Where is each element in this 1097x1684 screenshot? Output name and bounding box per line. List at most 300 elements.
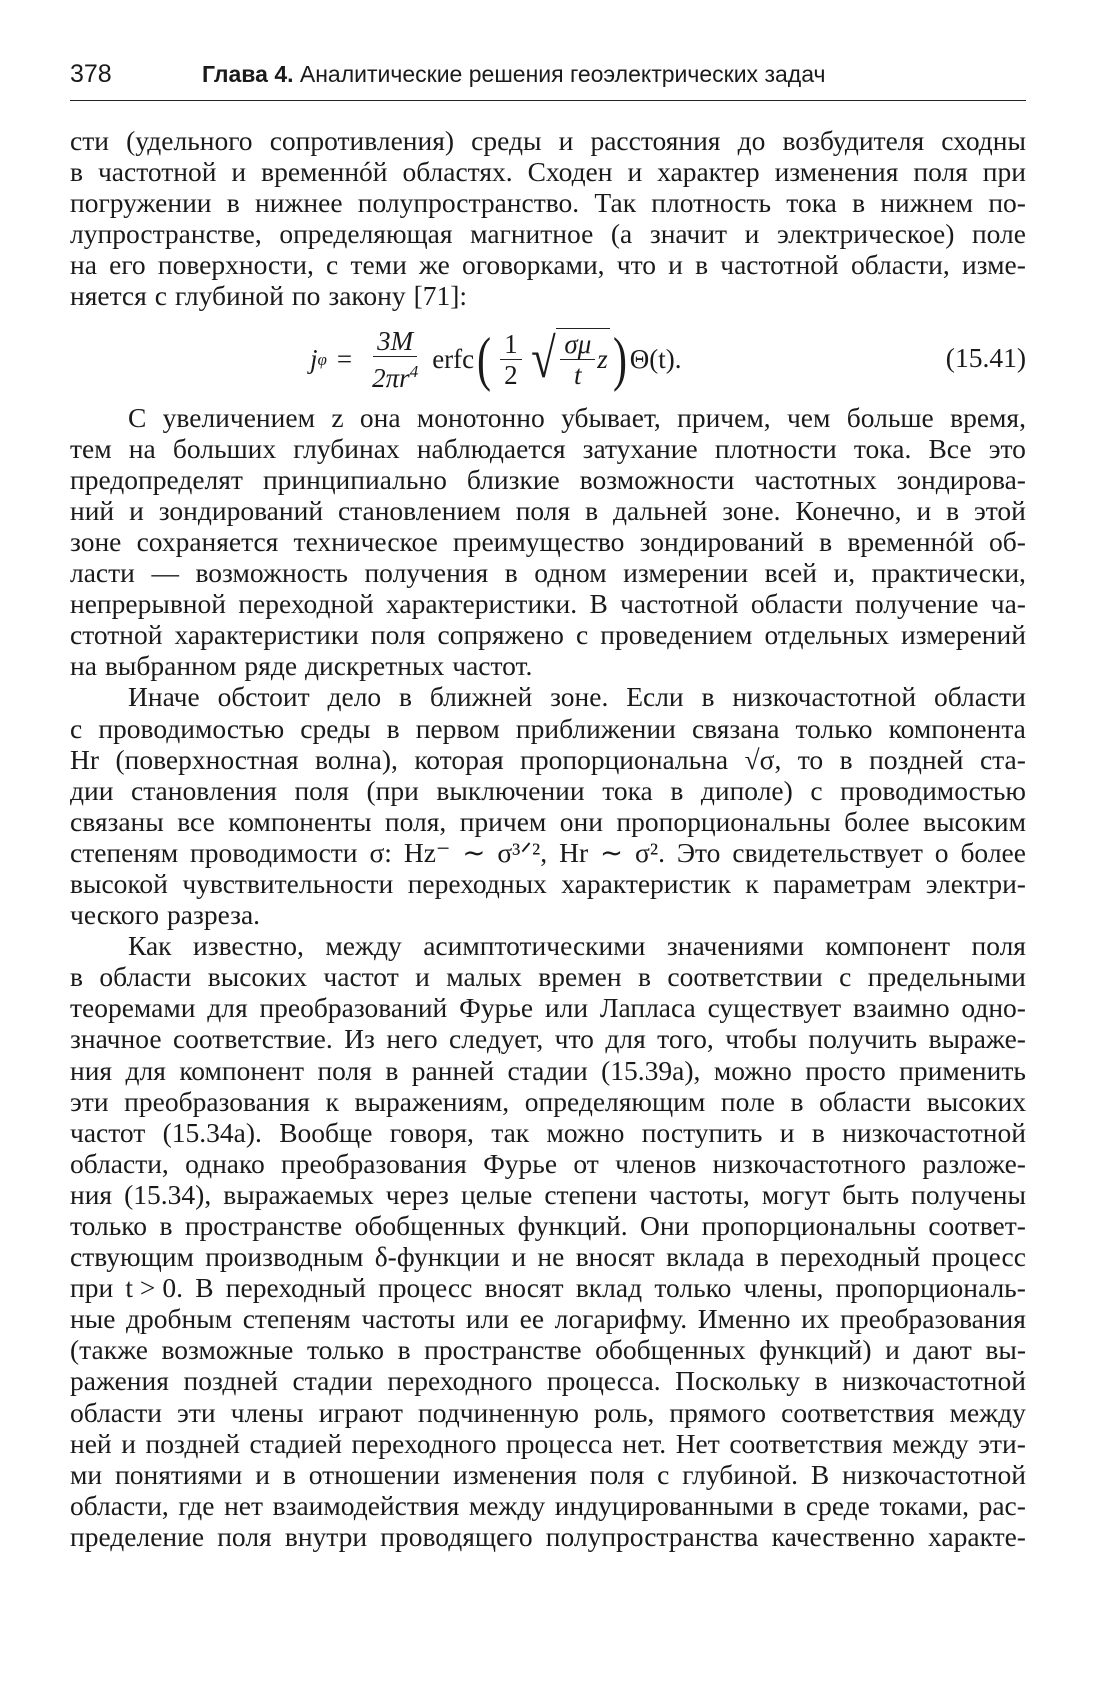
word: В [195,1272,214,1304]
word: то [797,743,824,775]
text-line [70,930,1026,961]
word: области [70,1396,162,1428]
text-line [70,280,1026,311]
text-line [70,1334,1026,1365]
word: сопряжено [437,619,564,651]
word: с [657,1458,670,1490]
text-line [70,464,1026,495]
word: в [386,712,400,744]
text-line [70,899,1026,930]
word: соответствии [667,961,823,993]
word: внутри [284,1520,368,1552]
word: поля [913,156,968,188]
word: σ: [369,836,392,868]
word: поздней [869,743,964,775]
word: и [779,1116,795,1148]
word: областях. [402,156,513,188]
word: тока [786,187,837,219]
word: характеристики [174,619,359,651]
word: (а [610,218,633,250]
word: обобщенных [595,1334,746,1366]
word: поля [971,930,1026,962]
word: и [255,1458,270,1490]
word: (15.39а), [601,1054,701,1086]
word: получения [364,557,489,589]
text-line [70,402,1026,433]
word: разреза. [167,899,261,931]
word: и [885,1334,900,1366]
word: компонент [179,1054,305,1086]
word: выраже- [928,1023,1026,1055]
chapter-label: Глава 4. [202,61,294,87]
word: поля [217,1520,272,1552]
word: для [125,1054,166,1086]
word: отношении [308,1458,441,1490]
word: все [177,805,215,837]
chapter-title: Аналитические решения геоэлектрических задач [299,61,826,87]
word: дальней [612,494,708,526]
word: характе- [928,1520,1026,1552]
word: в [819,525,833,557]
word: асимптотическими [423,930,646,962]
word: в [814,1365,828,1397]
word: члены [230,1396,304,1428]
word: области, [70,1489,169,1521]
word: значное [70,1023,162,1055]
word: ней [70,1427,112,1459]
word: Это [676,836,721,868]
text-line [70,1055,1026,1086]
paragraph-2 [70,402,1026,682]
word: ми [70,1458,103,1490]
word: предельными [867,961,1026,993]
formula-close-paren: ) [612,326,627,393]
word: нижнем [880,187,974,219]
text-line [70,125,1026,156]
word: поздней [145,1427,240,1459]
word: поля [589,1458,645,1490]
word: и [916,494,932,526]
text-line [70,744,1026,775]
word: выбранном [104,650,237,682]
word: возможности [579,463,735,495]
formula-half-num: 1 [500,329,522,360]
word: говоря, [389,1116,474,1148]
word: эти [70,1085,109,1117]
word: они [559,805,603,837]
book-page [70,60,1026,1552]
word: зондирований [158,494,324,526]
formula-half-den: 2 [504,359,518,390]
text-line [70,588,1026,619]
text-line [70,1241,1026,1272]
word: погружении [70,187,212,219]
word: электри- [925,867,1026,899]
word: эти- [978,1427,1026,1459]
word: закону [328,280,406,312]
word: преобразования [281,1147,467,1179]
word: только [306,1334,384,1366]
word: δ-функции [374,1241,500,1273]
word: определяющим [524,1085,706,1117]
word: области, [850,249,950,281]
word: σ². [635,836,665,868]
word: больше [846,401,934,433]
word: быть [842,1178,900,1210]
formula-erfc: erfc [432,343,475,374]
formula-open-paren: ( [477,326,492,393]
word: известно, [193,930,304,962]
word: одно- [961,992,1026,1024]
word: ∼ [600,836,624,868]
paragraph-4 [70,930,1026,1552]
word: с [575,619,589,651]
word: зоне. [550,681,609,713]
word: понятиями [115,1458,243,1490]
formula-sqrt [528,328,610,390]
text-line [70,619,1026,650]
text-line [70,1086,1026,1117]
word: ста- [979,743,1026,775]
formula-expression [310,326,681,393]
word: чем [786,401,831,433]
text-line [70,156,1026,187]
word: диполе) [700,774,793,806]
word: Вообще [279,1116,373,1148]
word: процесс [931,1241,1026,1273]
text-line [70,218,1026,249]
word: теми [350,249,407,281]
word: Hz⁻ [403,836,451,868]
word: она [359,401,401,433]
word: в [159,1210,173,1241]
text-line [70,557,1026,588]
word: Конечно, [795,494,902,526]
word: выключении [436,774,585,806]
word: Hr [559,836,589,868]
word: возможные [161,1334,294,1366]
text-line [70,526,1026,557]
word: ранней [411,1054,495,1086]
word: пространстве [424,1334,582,1366]
word: первом [415,712,500,744]
word: изме- [961,249,1026,281]
formula-theta: Θ(t). [629,343,682,374]
word: затухание [582,432,698,464]
word: на [70,249,97,281]
word: по [291,280,321,312]
text-line [70,1428,1026,1459]
word: Фурье [459,992,534,1024]
word: стадией [249,1427,342,1459]
word: (поверхностная [115,743,299,775]
word: просто [805,1054,886,1086]
word: роль, [594,1396,655,1428]
word: между [949,1396,1026,1428]
word: связаны [70,805,164,837]
word: плотности [714,432,837,464]
word: прямого [669,1396,767,1428]
word: значит [649,218,728,250]
word: Фурье [483,1147,558,1179]
word: нижнее [254,187,343,219]
word: членов [615,1147,697,1179]
word: в [637,961,651,993]
word: процесса. [546,1365,661,1397]
word: до [737,125,766,156]
word: [71]: [413,280,468,312]
word: Нет [675,1427,720,1459]
word: переходный [780,1241,921,1273]
word: связана [691,712,780,744]
word: (также [70,1334,148,1366]
word: практически, [871,557,1026,589]
word: Как [128,930,172,962]
text-line [70,1210,1026,1241]
word: с [326,249,339,281]
word: поступить [641,1116,763,1148]
word: монотонно [416,401,545,433]
word: соответствие. [172,1023,333,1055]
word: среды [471,125,542,156]
word: функций. [517,1210,628,1241]
word: проведением [600,619,753,651]
word: проводящего [380,1520,533,1552]
word: частотной [97,156,217,188]
word: пропорциональна [520,743,729,775]
word: в [695,249,709,281]
word: (удельного [126,125,253,156]
word: в [504,557,518,589]
word: компонент [825,930,950,962]
text-line [70,650,1026,681]
running-title [202,61,825,88]
word: непрерывной [70,588,226,620]
word: поздней [183,1365,278,1397]
word: поля [317,1054,372,1086]
text-line [70,1521,1026,1552]
word: σ³ᐟ², [497,836,548,868]
word: поле [971,218,1026,250]
word: эти [177,1396,216,1428]
word: частот [70,1116,146,1148]
word: в [670,774,684,806]
word: измерений [901,619,1026,651]
word: дробным [126,1303,233,1335]
word: преобразования [840,1303,1026,1335]
word: наблюдается [416,432,566,464]
word: убывает, [561,401,661,433]
word: свидетельствует [732,836,923,868]
word: причем [459,805,547,837]
word: только [70,1210,148,1241]
word: в [701,681,715,713]
word: частотных [754,463,877,495]
word: среды [300,712,371,744]
word: частотной [620,588,739,620]
word: процесса [506,1427,613,1459]
page-body [70,125,1026,1552]
word: (15.34), [124,1178,212,1210]
word: Они [639,1210,690,1241]
word: ний [70,494,115,526]
word: его [109,249,146,281]
word: тем [70,432,112,464]
word: области [933,681,1026,713]
word: характер [657,156,760,188]
word: в [790,1085,804,1117]
word: зондирова- [896,463,1026,495]
formula-lhs-sub: φ [317,349,327,369]
word: С [128,401,147,433]
word: полупространство. [357,187,580,219]
word: для [605,1023,646,1055]
word: оговорками, [462,249,605,281]
word: степеням [70,836,179,868]
word: стадии [292,1365,373,1397]
formula-lhs: j [310,343,318,374]
word: ча- [990,588,1026,620]
word: вносят [484,1272,564,1304]
word: дают [913,1334,972,1366]
word: него [386,1023,438,1055]
word: больших [172,432,277,464]
word: низкочастотной [842,1116,1026,1148]
word: частоты, [649,1178,750,1210]
word: зондирований [639,525,804,557]
word: играют [318,1396,403,1428]
word: по- [988,187,1026,219]
word: расстояния [590,125,721,156]
word: от [573,1147,599,1179]
word: тока. [853,432,912,464]
word: поле [720,1085,775,1117]
word: ее [519,1303,545,1335]
word: изменения [453,1458,577,1490]
word: с [70,712,83,744]
word: это [988,432,1026,464]
word: становлением [337,494,501,526]
word: взаимодействия [272,1489,460,1521]
formula-fraction-den-sup: 4 [409,361,419,381]
word: для [207,992,248,1024]
text-line [70,837,1026,868]
word: одном [534,557,607,589]
word: отдельных [764,619,889,651]
text-line [70,1179,1026,1210]
word: и [129,494,144,526]
word: ческого [70,899,159,931]
word: логарифму. [554,1303,688,1335]
word: — [151,557,179,589]
word: нет. [622,1427,667,1459]
paragraph-1 [70,125,1026,312]
formula-var: z [597,344,608,375]
formula-fraction [368,326,422,393]
word: ствующим [70,1241,194,1273]
word: в [585,494,599,526]
word: В [810,1458,830,1490]
formula-root-num: σμ [560,329,595,360]
word: на [128,432,156,464]
word: становления [131,774,277,806]
word: между [468,1489,546,1521]
word: глубиной [175,280,284,312]
word: Из [344,1023,375,1055]
word: Все [928,432,972,464]
word: и [415,961,430,993]
word: поверхности, [157,249,314,281]
word: низкочастотной [842,1365,1026,1397]
formula-radicand [556,328,609,390]
word: или [465,1303,510,1335]
word: на [70,650,97,682]
word: компоненты [228,805,372,837]
word: переходного [351,1427,497,1459]
word: полупространства [545,1520,759,1552]
word: дело [327,681,382,713]
word: магнитное [470,218,594,250]
word: чтобы [725,1023,797,1055]
word: где [178,1489,215,1521]
word: ные [70,1303,116,1335]
word: преобразований [259,992,448,1024]
word: ния [70,1054,113,1086]
word: в [282,1458,296,1490]
word: в [385,1054,399,1086]
page-number: 378 [70,60,112,88]
word: ряде [244,650,298,682]
text-line [70,1459,1026,1490]
word: переходного [387,1365,533,1397]
word: переходных [407,867,547,899]
word: лупространстве, [70,218,262,250]
word: Сходен [527,156,613,188]
word: t > 0. [125,1272,183,1304]
word: того, [657,1023,714,1055]
word: няется [70,280,147,312]
word: и [668,249,683,281]
word: поля, [384,805,447,837]
word: члены, [743,1272,824,1304]
word: в [839,743,853,775]
word: вклада [666,1241,745,1273]
word: рас- [978,1489,1026,1521]
word: в [755,1241,769,1273]
word: с [154,280,167,312]
word: частот. [452,650,533,682]
word: поля [294,774,349,806]
word: области [750,588,843,620]
word: токами, [879,1489,970,1521]
word: при [70,1272,114,1304]
word: техническое [293,525,438,557]
word: обстоит [217,681,310,713]
word: процесс [378,1272,473,1304]
word: взаимно [852,992,950,1024]
text-line [70,992,1026,1023]
word: проводимости [190,836,358,868]
word: разложе- [922,1147,1026,1179]
word: пропорциональ- [835,1272,1026,1304]
text-line [70,433,1026,464]
formula-fraction-den [368,357,422,393]
word: производным [205,1241,364,1273]
word: области [99,961,192,993]
word: соответ- [928,1210,1026,1241]
word: с [839,961,852,993]
word: возбудителя [782,125,925,156]
